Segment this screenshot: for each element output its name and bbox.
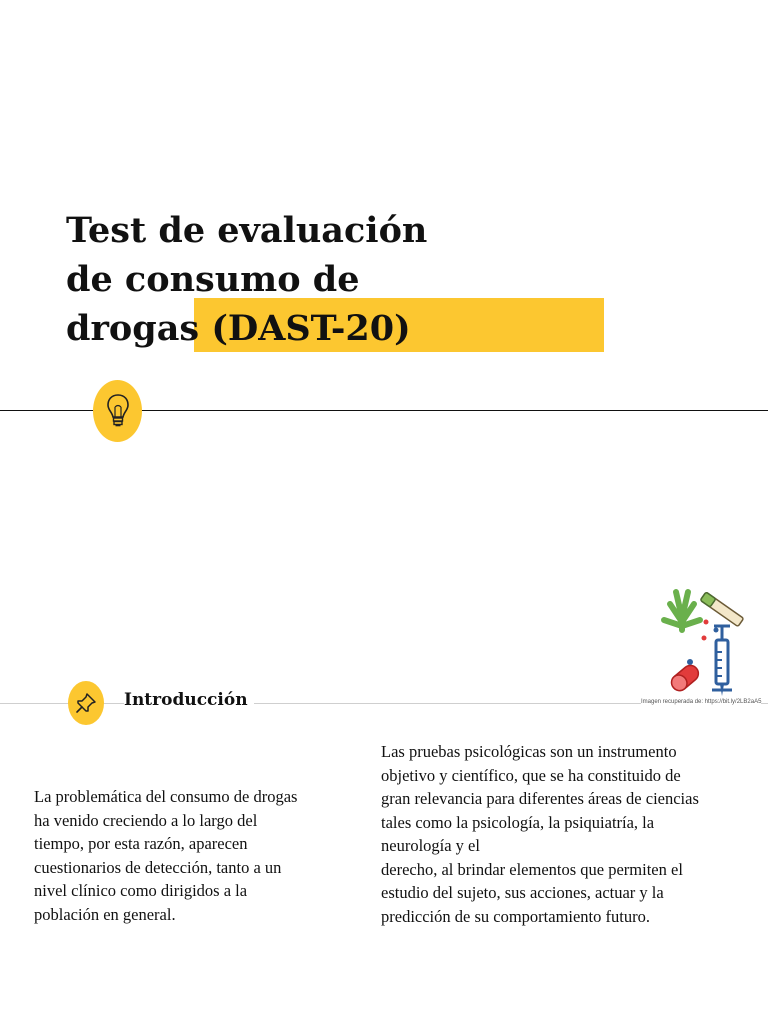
paragraph-line: objetivo y científico, que se ha constituido de [381,765,681,785]
syringe-icon [712,626,732,696]
paragraph-line: estudio del sujeto, sus acciones, actuar y la [381,883,664,902]
paragraph-left [34,785,352,926]
page-title [66,206,626,353]
paragraph-right [381,740,751,928]
title-highlight-text: (DAST-20) [211,308,411,349]
lightbulb-icon [93,380,142,442]
paragraph-line: tales como la psicología, la psiquiatría, la [381,812,655,832]
pill-capsule-icon [668,662,701,694]
paragraph-line: predicción de su comportamiento futuro. [381,906,650,926]
paragraph-line: cuestionarios de detección, tanto a un [34,857,282,877]
paragraph-line: derecho, al brindar elementos que permiten el [381,859,683,879]
paragraph-line: tiempo, por esta razón, aparecen [34,834,248,853]
drugs-illustration [660,582,760,702]
pushpin-icon [68,681,104,725]
paragraph-line: población en general. [34,904,176,924]
title-line-3 [66,304,626,353]
section-heading-introduccion: Introducción [124,690,254,710]
paragraph-line: neurología y el [381,836,480,855]
paragraph-line: gran relevancia para diferentes áreas de ciencias [381,789,699,808]
paragraph-line: nivel clínico como dirigidos a la [34,881,248,900]
title-line-2: de consumo de [66,259,360,300]
paragraph-line: ha venido creciendo a lo largo del [34,810,258,830]
cannabis-leaf-icon [664,592,700,630]
title-line-3-plain: drogas [66,308,212,349]
paragraph-line: La problemática del consumo de drogas [34,787,298,806]
paragraph-line: Las pruebas psicológicas son un instrumento [381,742,677,761]
title-line-1: Test de evaluación [66,210,428,251]
image-caption: Imagen recuperada de: https://bit.ly/2LB2aA5 [641,699,762,705]
